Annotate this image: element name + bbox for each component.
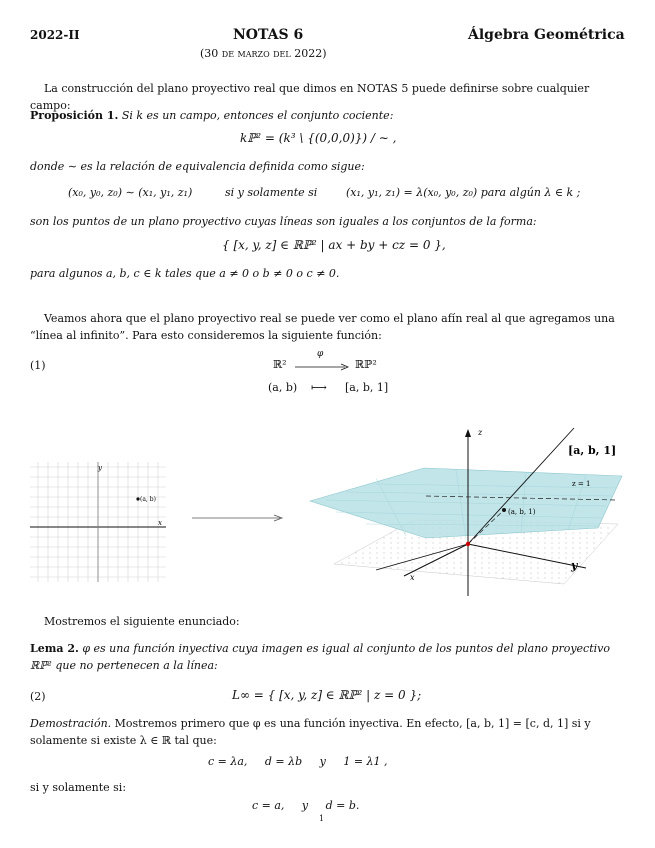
eq1-phi: φ [317, 349, 324, 359]
paragraph-3: Mostremos el siguiente enunciado: [44, 615, 240, 628]
projective-figure [306, 422, 626, 600]
paragraph-2: Veamos ahora que el plano proyectivo real se puede ver como el plano afín real al que agregamos una “línea al infinito”. Para esto consideremos la siguiente función: [30, 312, 615, 342]
relation-mid: si y solamente si [225, 186, 318, 199]
proposition-text: Si k es un campo, entonces el conjunto cociente: [121, 109, 394, 122]
relation-left: (x₀, y₀, z₀) ∼ (x₁, y₁, z₁) [68, 186, 193, 199]
proposition [30, 107, 625, 124]
lemma-label: Lema 2. [30, 642, 79, 655]
z-label: z [478, 428, 483, 437]
map-arrow [190, 512, 286, 524]
lemma-text: φ es una función inyectiva cuya imagen es igual al conjunto de los puntos del plano proyectivo ℝℙ² que no pertenecen a la línea: [30, 642, 610, 672]
real-plane-figure [30, 462, 166, 582]
relation-right: (x₁, y₁, z₁) = λ(x₀, y₀, z₀) para algún λ ∈ k ; [346, 186, 581, 199]
y-label: y [571, 559, 578, 572]
eq2-number: (2) [30, 690, 46, 703]
proof-text: Mostremos primero que φ es una función inyectiva. En efecto, [a, b, 1] = [c, d, 1] si y solamente si existe λ ∈ ℝ tal que: [30, 717, 591, 747]
condition-text: para algunos a, b, c ∈ k tales que a ≠ 0 o b ≠ 0 o c ≠ 0. [30, 267, 340, 280]
origin-point [466, 542, 470, 546]
semester: 2022-II [30, 28, 80, 42]
left-y-label: y [98, 464, 102, 472]
left-point-label: (a, b) [140, 496, 156, 503]
relation-def: donde ∼ es la relación de equivalencia definida como sigue: [30, 160, 365, 173]
eq1-maps-to: ⟼ [311, 381, 327, 394]
proof-eq2: c = a, y d = b. [252, 799, 360, 812]
line-set-formula: { [x, y, z] ∈ ℝℙ² | ax + by + cz = 0 }, [222, 238, 446, 252]
lemma [30, 640, 625, 674]
x-label: x [410, 573, 415, 582]
eq1-image: [a, b, 1] [345, 381, 389, 394]
proposition-formula: kℙ² = (k³ \ {(0,0,0)}) / ∼ , [240, 131, 397, 145]
eq2-formula: L∞ = { [x, y, z] ∈ ℝℙ² | z = 0 }; [232, 688, 422, 702]
point-ab1 [502, 508, 506, 512]
proof-iff: si y solamente si: [30, 781, 127, 794]
eq1-domain: ℝ² [273, 358, 287, 371]
proof-label: Demostración. [30, 717, 112, 730]
ray-label: [a, b, 1] [568, 444, 617, 457]
date: (30 de marzo del 2022) [200, 47, 327, 60]
page-title: NOTAS 6 [233, 27, 304, 43]
plane-label: z = 1 [572, 480, 591, 488]
page-number: 1 [319, 814, 325, 823]
z-arrowhead [465, 429, 471, 437]
course-name: Álgebra Geométrica [468, 27, 625, 43]
eq1-number: (1) [30, 359, 46, 372]
eq1-source: (a, b) [268, 381, 298, 394]
proof-eq: c = λa, d = λb y 1 = λ1 , [208, 755, 388, 768]
eq1-codomain: ℝℙ² [355, 358, 377, 371]
point-label: (a, b, 1) [508, 508, 536, 516]
intro-paragraph: La construcción del plano proyectivo real que dimos en NOTAS 5 puede definirse sobre cualquier campo: [30, 82, 590, 112]
eq1-arrow [293, 363, 351, 371]
proposition-label: Proposición 1. [30, 109, 119, 122]
left-x-label: x [158, 519, 162, 527]
proof [30, 715, 625, 749]
lines-text: son los puntos de un plano proyectivo cuyas líneas son iguales a los conjuntos de la forma: [30, 215, 537, 228]
